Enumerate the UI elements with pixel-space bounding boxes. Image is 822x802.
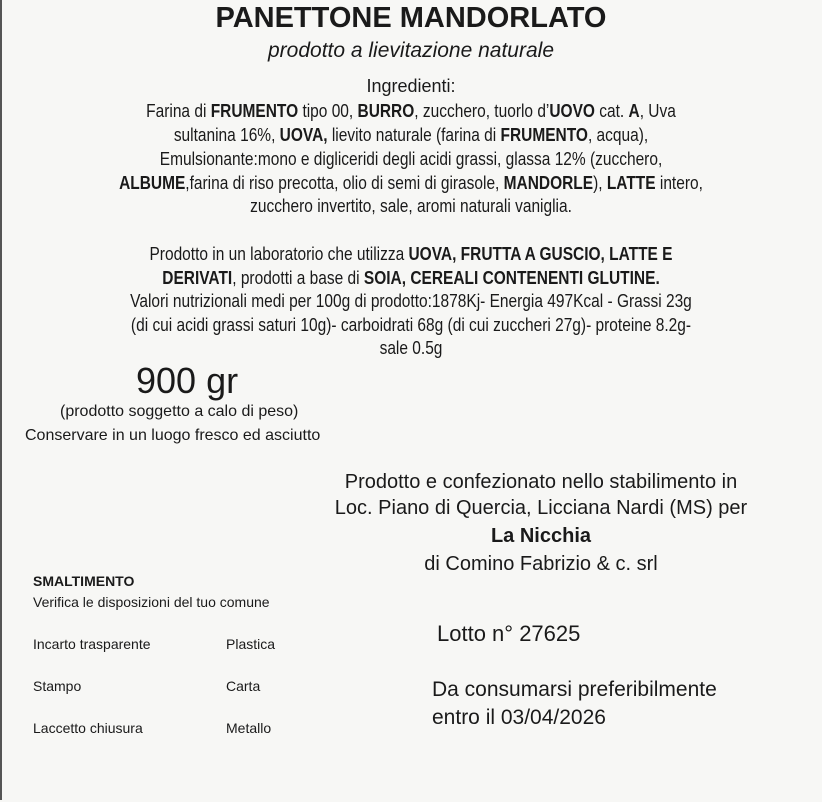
text-segment: intero, [655, 173, 703, 193]
text-segment: , Uva [639, 101, 676, 121]
product-subtitle: prodotto a lievitazione naturale [267, 39, 555, 62]
ingredients-line [58, 196, 765, 217]
text-segment: ), [593, 173, 607, 193]
ingredients-line [58, 149, 765, 170]
allergen-text: LATTE [606, 173, 656, 193]
nutrition-line [58, 315, 765, 336]
text-segment: (di cui acidi grassi saturi 10g)- carboidrati 68g (di cui zuccheri 27g)- proteine 8.2g- [130, 315, 692, 335]
product-title: PANETTONE MANDORLATO [215, 2, 607, 34]
allergen-text: A [628, 101, 640, 121]
producer-brand: La Nicchia [490, 525, 592, 547]
text-segment: sultanina 16%, [173, 125, 280, 145]
disposal-heading: SMALTIMENTO [33, 573, 135, 589]
text-segment: sale 0.5g [379, 338, 443, 358]
allergen-text: SOIA, CEREALI CONTENENTI GLUTINE. [363, 268, 660, 288]
text-segment: ,farina di riso precotta, olio di semi di girasole, [185, 173, 504, 193]
disposal-note: Verifica le disposizioni del tuo comune [33, 594, 270, 610]
allergen-text: DERIVATI [162, 268, 233, 288]
ingredients-heading: Ingredienti: [366, 76, 456, 96]
allergen-text: UOVO [549, 101, 595, 121]
text-segment: Farina di [146, 101, 211, 121]
allergen-line [58, 268, 765, 289]
allergen-text: FRUMENTO [500, 125, 588, 145]
text-segment: zucchero invertito, sale, aromi naturali vaniglia. [250, 196, 572, 216]
ingredients-line [58, 173, 765, 194]
allergen-text: UOVA, [279, 125, 328, 145]
disposal-item: Laccetto chiusura [33, 720, 143, 736]
lot-number: Lotto n° 27625 [437, 621, 581, 646]
nutrition-line [58, 338, 765, 359]
text-segment: , prodotti a base di [232, 268, 364, 288]
disposal-material: Carta [226, 678, 261, 694]
best-before-label: Da consumarsi preferibilmente [432, 678, 717, 701]
text-segment: , acqua), [587, 125, 649, 145]
text-segment: tipo 00, [298, 101, 358, 121]
allergen-text: BURRO [357, 101, 415, 121]
text-segment: Emulsionante:mono e digliceridi degli acidi grassi, glassa 12% (zucchero, [159, 149, 663, 169]
disposal-material: Metallo [226, 720, 272, 736]
allergen-text: UOVA, FRUTTA A GUSCIO, LATTE E [408, 244, 673, 264]
disposal-item: Incarto trasparente [33, 636, 151, 652]
producer-company: di Comino Fabrizio & c. srl [424, 553, 658, 575]
allergen-text: FRUMENTO [210, 101, 299, 121]
weight-note: (prodotto soggetto a calo di peso) [60, 403, 299, 420]
producer-line-1: Prodotto e confezionato nello stabilimento in [344, 471, 738, 493]
storage-instructions: Conservare in un luogo fresco ed asciutto [25, 427, 321, 444]
ingredients-line [58, 101, 765, 122]
disposal-item: Stampo [33, 678, 82, 694]
allergen-line [58, 244, 765, 265]
nutrition-line [58, 291, 765, 312]
text-segment: , zucchero, tuorlo d’ [414, 101, 550, 121]
text-segment: Valori nutrizionali medi per 100g di prodotto:1878Kj- Energia 497Kcal - Grassi 23g [130, 291, 692, 311]
producer-line-2: Loc. Piano di Quercia, Licciana Nardi (MS) per [334, 497, 748, 519]
text-segment: cat. [594, 101, 629, 121]
text-segment: Prodotto in un laboratorio che utilizza [149, 244, 409, 264]
text-segment: lievito naturale (farina di [327, 125, 501, 145]
allergen-text: MANDORLE [503, 173, 594, 193]
net-weight: 900 gr [136, 360, 239, 401]
best-before-date: entro il 03/04/2026 [432, 706, 606, 729]
disposal-material: Plastica [226, 636, 276, 652]
ingredients-line [58, 125, 765, 146]
allergen-text: ALBUME [119, 173, 186, 193]
